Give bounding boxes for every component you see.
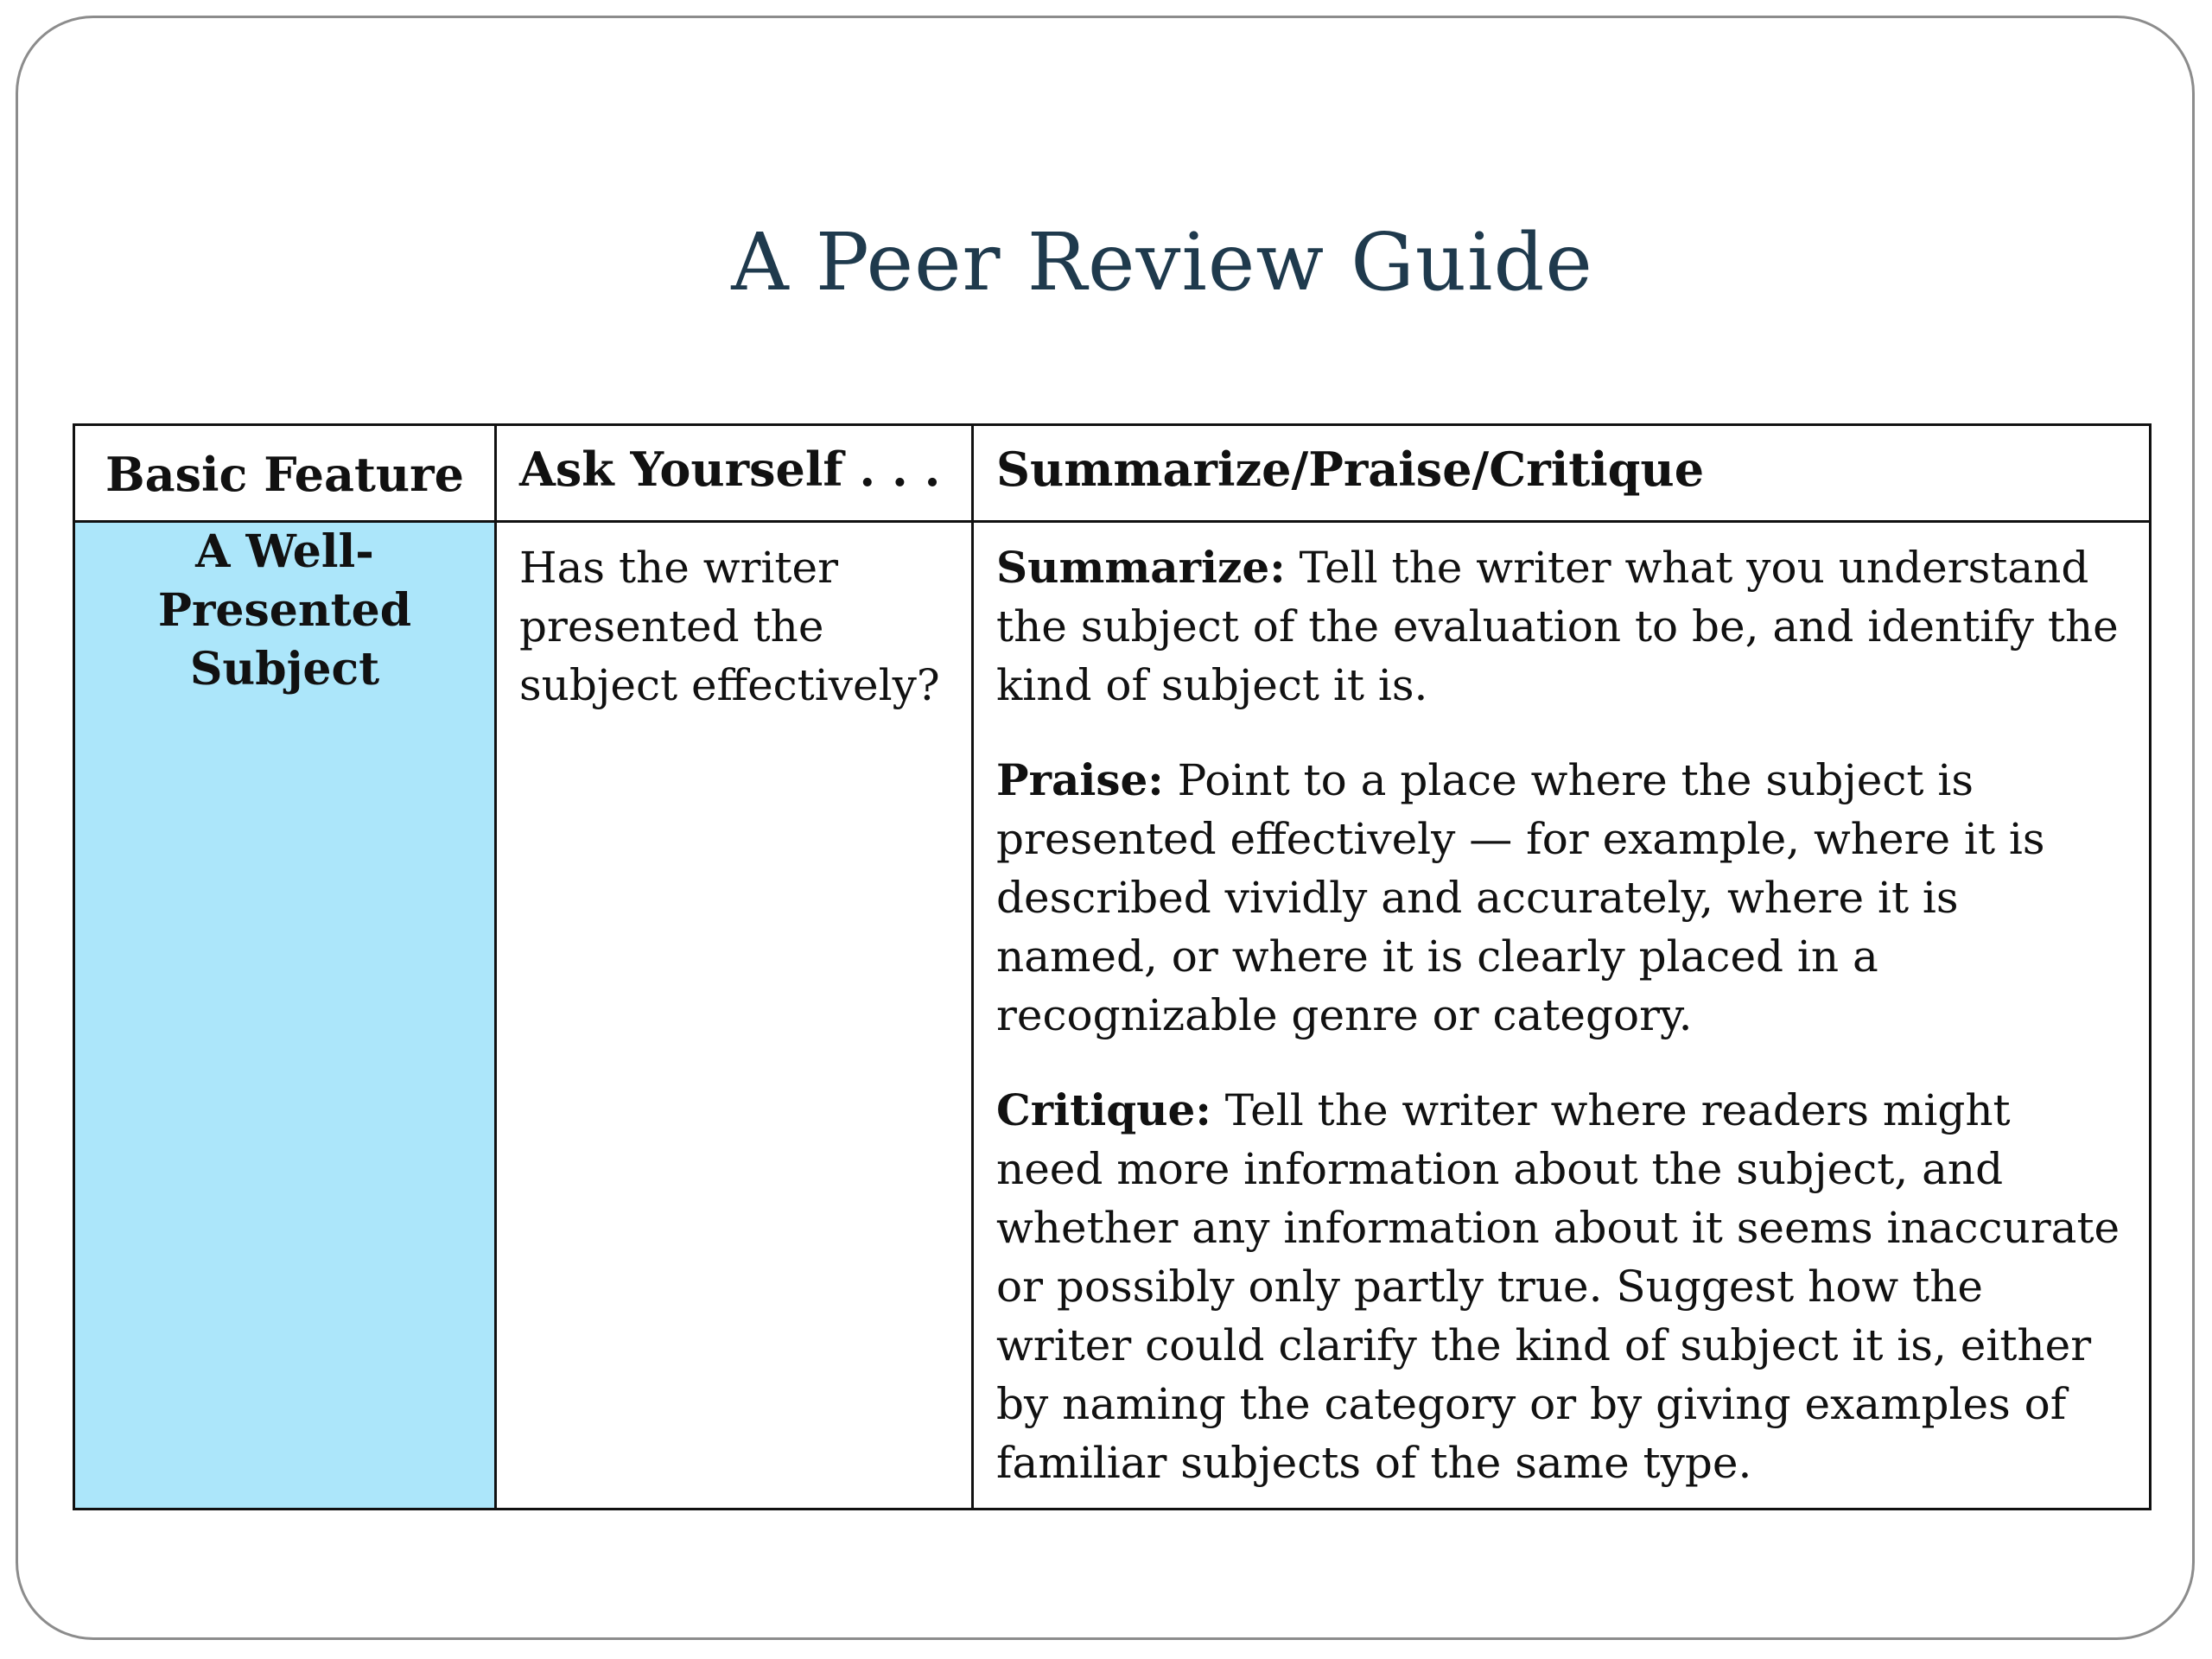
summarize-text: Tell the writer what you understand the subject of the evaluation to be, and identify the kind of subject it is. (996, 543, 2119, 710)
critique-text: Tell the writer where readers might need more information about the subject, and whether any information about it seems inaccurate or possibly only partly true. Suggest how the writer could clarify the kind of subject it is, either by naming the category or by giving examples of familiar subjects of the same type. (996, 1085, 2120, 1488)
critique-paragraph (996, 1081, 2126, 1492)
summarize-label: Summarize: (996, 542, 1286, 593)
table-row (74, 522, 2151, 1510)
header-ask-yourself: Ask Yourself . . . (496, 425, 973, 522)
summarize-paragraph (996, 538, 2126, 715)
peer-review-table (73, 423, 2152, 1510)
page-title: A Peer Review Guide (731, 216, 1593, 308)
praise-label: Praise: (996, 754, 1164, 805)
table-header-row (74, 425, 2151, 522)
critique-label: Critique: (996, 1084, 1211, 1135)
header-basic-feature: Basic Feature (74, 425, 496, 522)
header-summarize-praise-critique: Summarize/Praise/Critique (973, 425, 2151, 522)
praise-text: Point to a place where the subject is presented effectively — for example, where it is described vividly and accurately, where it is named, or where it is clearly placed in a recognizable genre or category. (996, 755, 2045, 1040)
ask-yourself-cell: Has the writer presented the subject effectively? (496, 522, 973, 1510)
praise-paragraph (996, 751, 2126, 1045)
summarize-praise-critique-cell (973, 522, 2151, 1510)
basic-feature-cell: A Well-Presented Subject (74, 522, 496, 1510)
